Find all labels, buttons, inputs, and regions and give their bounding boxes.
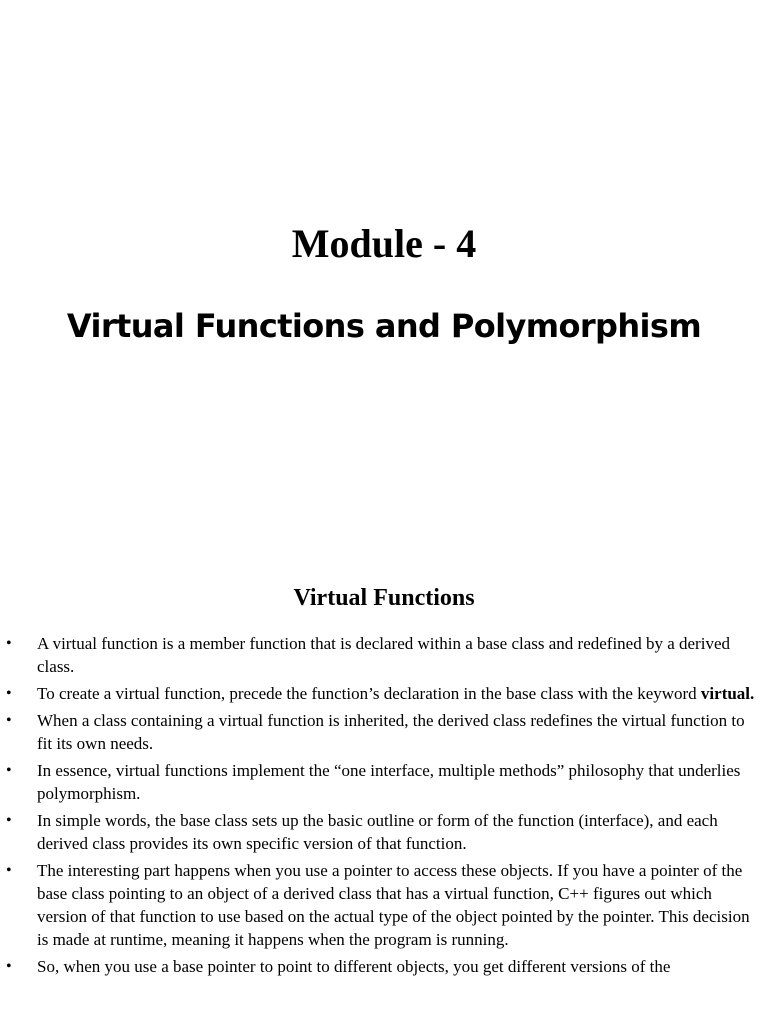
- bullet-text: In simple words, the base class sets up the basic outline or form of the function (interface), and each derived class provides its own specific version of that function.: [37, 811, 718, 853]
- bullet-icon: •: [6, 812, 12, 829]
- bullet-icon: •: [6, 685, 12, 702]
- keyword-virtual: virtual.: [700, 684, 755, 703]
- list-item: [0, 759, 768, 805]
- bullet-icon: •: [6, 862, 12, 879]
- bullet-text: In essence, virtual functions implement the “one interface, multiple methods” philosophy that underlies polymorphism.: [37, 761, 741, 803]
- bullet-text: The interesting part happens when you use a pointer to access these objects. If you have a pointer of the base class pointing to an object of a derived class that has a virtual function, C++ figures out which version of that function to use based on the actual type of the object pointed by the pointer. This decision is made at runtime, meaning it happens when the program is running.: [37, 861, 750, 949]
- list-item: [0, 632, 768, 678]
- list-item: [0, 682, 768, 705]
- list-item: [0, 859, 768, 951]
- bullet-icon: •: [6, 712, 12, 729]
- list-item: [0, 809, 768, 855]
- section-heading: Virtual Functions: [293, 585, 475, 611]
- module-subtitle: Virtual Functions and Polymorphism: [66, 307, 702, 345]
- bullet-list: [0, 632, 768, 982]
- bullet-icon: •: [6, 635, 12, 652]
- module-title: Module - 4: [291, 221, 477, 266]
- list-item: [0, 709, 768, 755]
- bullet-icon: •: [6, 762, 12, 779]
- list-item: [0, 955, 768, 978]
- bullet-text: When a class containing a virtual function is inherited, the derived class redefines the virtual function to fit its own needs.: [37, 711, 745, 753]
- bullet-text: So, when you use a base pointer to point to different objects, you get different versions of the: [37, 957, 671, 976]
- bullet-text: To create a virtual function, precede the function’s declaration in the base class with the keyword: [37, 684, 701, 703]
- bullet-icon: •: [6, 958, 12, 975]
- virtual-functions-slide: [0, 560, 768, 1024]
- bullet-text: A virtual function is a member function that is declared within a base class and redefined by a derived class.: [37, 634, 730, 676]
